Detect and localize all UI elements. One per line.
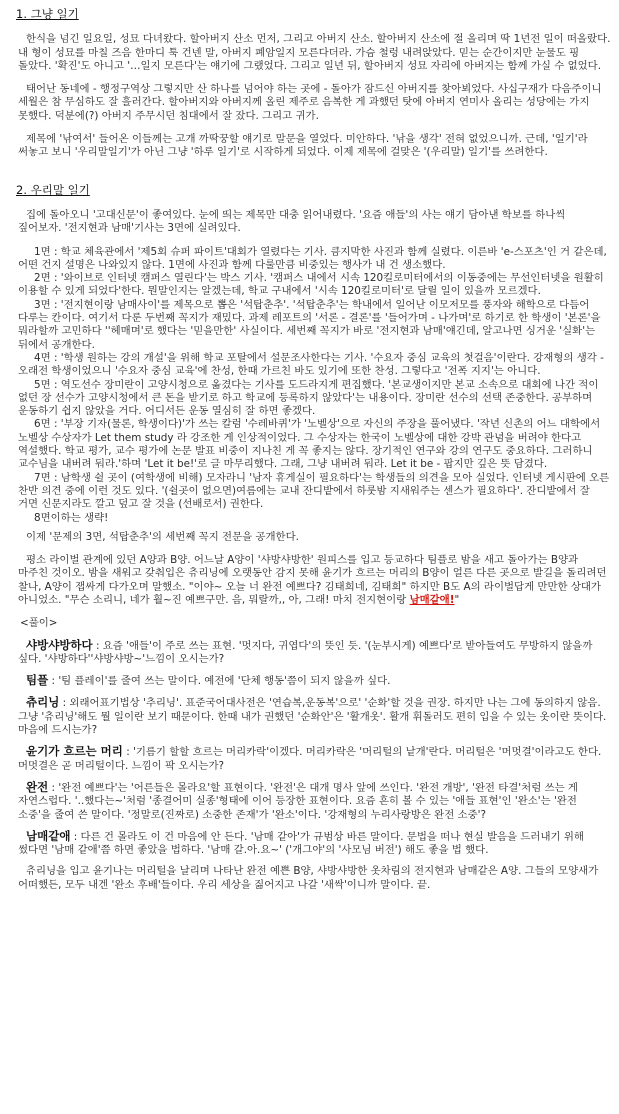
glossary-item <box>18 696 611 737</box>
glossary-term: 윤기가 흐르는 머리 <box>26 744 123 759</box>
story-text: 평소 라이벌 관계에 있던 A양과 B양. 어느날 A양이 '샤방샤방한' 원피스를 입고 등교하다 팀플로 밤을 새고 돌아가는 B양과 마주친 것이오. 밤을 새워고 갖춰입은 츄리닝에 오랫동안 감지 못해 윤기가 흐르는 머리의 B양이 얼른 다른 곳으로 발길을 돌리려던 찰나, A양이 잽싸게 다가오며 말했소. "이야~ 오늘 너 완전 예쁘다? 김태희네, 김태희" 하지만 B도 A의 라이벌답게 만만한 상대가 아니었소. "무슨 소리니, 네가 훨~진 예쁘구만. 음, 뭐랄까,, 아, 그래! 마치 전지현이랑 <box>18 554 607 606</box>
notes-label: <풀이> <box>20 617 58 630</box>
story-end: " <box>454 593 460 606</box>
list-item: 7면 : 남학생 쉴 곳이 (여학생에 비해) 모자라니 '남자 휴게실이 필요하다'는 학생들의 의견을 모아 실었다. 인터넷 게시판에 오른 찬반 의견 중에 이런 것도 있다. '(쉴곳이 없으면)여름에는 교내 잔디밭에서 하룻밤 지새워주는 센스가 필요하다'. 잔디밭에서 잘 거면 신문지라도 깔고 덮고 잘 것을 (선배로서) 권한다. <box>18 471 610 511</box>
glossary-item <box>18 639 611 667</box>
paragraph: 한식을 넘긴 일요일, 성묘 다녀왔다. 할아버지 산소 먼저, 그리고 아버지 산소. 할아버지 산소에 절 올리며 딱 1년전 일이 떠올랐다. 내 형이 성묘를 마칠 즈음 한마디 툭 건넨 말, 아버지 폐암일지 모른다더라. 가슴 철렁 내려앉았다. 믿는 순간이지만 눈물도 핑 돌았다. '확진'도 아니고 '…일지 모른다'는 얘기에 그랬었다. 그리고 일년 뒤, 할아버지 성묘 자리에 아버지는 함께 가실 수 없었다. <box>18 33 611 72</box>
paragraph: 제목에 '낚여서' 들어온 이들께는 고개 까딱꿍할 얘기로 말문을 열었다. 미안하다. '낚을 생각' 전혀 없었으니까. 근데, '일기'라 써놓고 보니 '우리말일기'가 아닌 그냥 '하루 일기'로 시작하게 되었다. 이제 제목에 걸맞은 '(우리말) 일기'를 쓰려한다. <box>18 133 588 159</box>
glossary-term: 샤방샤방하다 <box>26 637 93 652</box>
glossary-item <box>18 781 611 822</box>
section-title-diary: 1. 그냥 일기 <box>16 7 79 21</box>
list-item: 2면 : '와이브로 인터넷 캠퍼스 열린다'는 박스 기사. '캠퍼스 내에서 시속 120킬로미터에서의 이동중에는 무선인터넷을 원활히 이용할 수 있게 되었다'한다. 뭔말인지는 알겠는데, 학교 구내에서 '시속 120킬로미터'로 달릴 일이 있을까 모르겠다. <box>18 272 604 298</box>
glossary-item <box>18 830 611 858</box>
glossary-text: : '팀 플레이'를 줄여 쓰는 말이다. 예전에 '단체 행동'쯤이 되지 않을까 싶다. <box>48 675 391 688</box>
list-item: 8면이하는 생략! <box>34 511 109 524</box>
story-paragraph <box>18 554 611 607</box>
highlighted-phrase: 남매같애! <box>409 593 455 606</box>
glossary-text: : 다른 건 몰라도 이 건 마음에 안 든다. '남매 같아'가 규범상 바른 말이다. 문법을 떠나 현실 발음을 드러내기 위해 썼다면 '남매 같애'쯤 하면 좋았을 법하다. '남매 갈.아.요~' ('개그야'의 '사모님 버전') 해도 좋을 법 했다. <box>18 830 584 857</box>
glossary-term: 팀플 <box>26 673 49 688</box>
glossary-text: : '완전 예쁘다'는 '어른들은 몰라요'할 표현이다. '완전'은 대개 명사 앞에 쓰인다. '완전 개방', '완전 타결'처럼 쓰는 게 자연스럽다. '..했다는~'처럼 '종결어미 실종'형태에 이어 등장한 표현이다. 요즘 흔히 볼 수 있는 '애들 표현'인 '완소'는 '완전 소중'을 줄여 쓴 말이다. '정말로(진짜로) 소중한 존재'가 '완소'이다. '강재형의 누리사랑방은 완전 소중'? <box>18 781 578 821</box>
paragraph: 이제 '문제의 3면, 석탑춘추'의 세번째 꼭지 전문을 공개한다. <box>26 530 299 543</box>
list-item: 5면 : 역도선수 장미란이 고양시청으로 옮겼다는 기사를 도드라지게 편집했다. '본교생이지만 본교 소속으로 대회에 나간 적이 없던 장 선수가 고양시청에서 큰 돈을 받기로 하고 학교에 등록하지 않았다'는 내용이다. 장미란 선수의 선택 존중한다. 공부하며 운동하기 쉽지 않았을 거다. 어디서든 운동 열심히 잘 하면 좋겠다. <box>18 378 599 418</box>
glossary-term: 남매같애 <box>26 828 71 843</box>
page-summary-list <box>18 246 611 525</box>
glossary-text: : 외래어표기법상 '추리닝'. 표준국어대사전은 '연습복,운동복'으로' '순화'할 것을 권장. 하지만 나는 그에 동의하지 않음. 그냥 '츄리닝'해도 뭘 일이란 보기 때문이다. 한때 내가 권했던 '순화안'은 '활개옷'. 활개 휘돌러도 편히 입을 수 있는 옷이란 뜻이다. 마음에 드시는가? <box>18 697 607 737</box>
list-item: 3면 : '전지현이랑 남매사이'를 제목으로 뽑은 '석탑춘추'. '석탑춘추'는 학내에서 일어난 이모저모를 풍자와 해학으로 다듬어 다루는 칸이다. 여기서 다룬 두번째 꼭지가 재밌다. 과제 레포트의 '서론 - 결론'를 '들어가며 - 나가며'로 하기로 한 학생이 '본론'을 뭐라할까 고민하다 ''헤매며'로 했다는 '믿을만한' 사실이다. 세번째 꼭지가 바로 '전지현과 남매'얘긴데, 알고나면 싱거운 '실화'는 뒤에서 공개한다. <box>18 298 601 351</box>
glossary-item <box>18 674 611 688</box>
closing-paragraph: 츄리닝을 입고 윤기나는 머리털을 날리며 나타난 완전 예쁜 B양, 샤방샤방한 옷차림의 전지현과 남매같은 A양. 그들의 모양새가 어떠했든, 모두 내겐 '완소 후배'들이다. 우리 세상을 짊어지고 나갈 '새싹'이니까 말이다. 끝. <box>18 865 599 891</box>
paragraph: 태어난 동네에 - 행정구역상 그렇지만 산 하나를 넘어야 하는 곳에 - 돌아가 잠드신 아버지를 찾아뵈었다. 사십구재가 다음주이니 세월은 참 무심하도 잘 흘러간다. 할아버지와 아버지께 올린 제주로 음복한 게 과했던 탓에 아버지 연미사 올리는 성당에는 가지 못했다. 덕분에(?) 아버지 주무시던 침대에서 잘 잤다. 그리고 귀가. <box>18 83 602 122</box>
list-item: 1면 : 학교 체육관에서 '제5회 슈퍼 파이트'대회가 열렸다는 기사. 큼지막한 사진과 함께 실렸다. 이른바 'e-스포츠'인 거 같은데, 어떤 건지 설명은 나와있지 않다. 1면에 사진과 함께 다룰만큼 비중있는 행사가 내 건 생소했다. <box>18 245 607 271</box>
glossary-item <box>18 745 611 773</box>
glossary-text: : 요즘 '애들'이 주로 쓰는 표현. '멋지다, 귀엽다'의 뜻인 듯. '(눈부시게) 예쁘다'로 받아들여도 무방하지 않을까 싶다. '샤방하다''샤방샤방~'느낌이 오시는가? <box>18 639 593 665</box>
paragraph: 집에 돌아오니 '고대신문'이 좋여있다. 눈에 띄는 제목만 대충 읽어내렸다. '요즘 애들'의 사는 얘기 담아낸 학보를 하나씩 짚어보자. '전지현과 남매'기사는 3면에 실려있다. <box>18 208 566 235</box>
glossary-text: : '기름기 할할 흐르는 머리카락'이겠다. 머리카락은 '머리털의 낱개'란다. 머리털은 '머멋결'이라고도 한다. 머멋결은 곧 머리털이다. 느낌이 팍 오시는가? <box>18 746 602 772</box>
glossary <box>18 639 611 858</box>
list-item: 6면 : '부장 기자(물론, 학생이다)'가 쓰는 칼럼 '수레바퀴'가 '노벨상'으로 자신의 주장을 풀어냈다. '작년 신촌의 어느 대학에서 노벨상 수상자가 Let them study 라 강조한 게 인상적이었다. 그 수상자는 한국이 노벨상에 대한 강박 관념을 버려야 한다고 역설했다. 학교 평가, 교수 평가에 논문 발표 비중이 지나친 게 꼭 좋지는 않다. 장기적인 연구와 강의 연구도 중요하다. 그러하니 교수님을 내버려 둬라.'하며 'Let it be!'로 글 마무리했다. 그래, 그냥 내버려 둬라. Let it be - 팝지만 깊은 뜻 담겼다. <box>18 418 601 471</box>
glossary-term: 완전 <box>26 779 49 794</box>
section-title-korean-diary: 2. 우리말 일기 <box>16 182 90 197</box>
list-item: 4면 : '학생 원하는 강의 개설'을 위해 학교 포탈에서 설문조사한다는 기사. '수요자 중심 교육의 첫걸음'이란다. 강재형의 생각 - 오래전 학생이었으니 '수요자 중심 교육'에 찬성, 한때 가르친 바도 있기에 또한 찬성. 그렇다고 '전폭 지지'는 아니다. <box>18 351 604 378</box>
glossary-term: 츄리닝 <box>26 695 60 710</box>
